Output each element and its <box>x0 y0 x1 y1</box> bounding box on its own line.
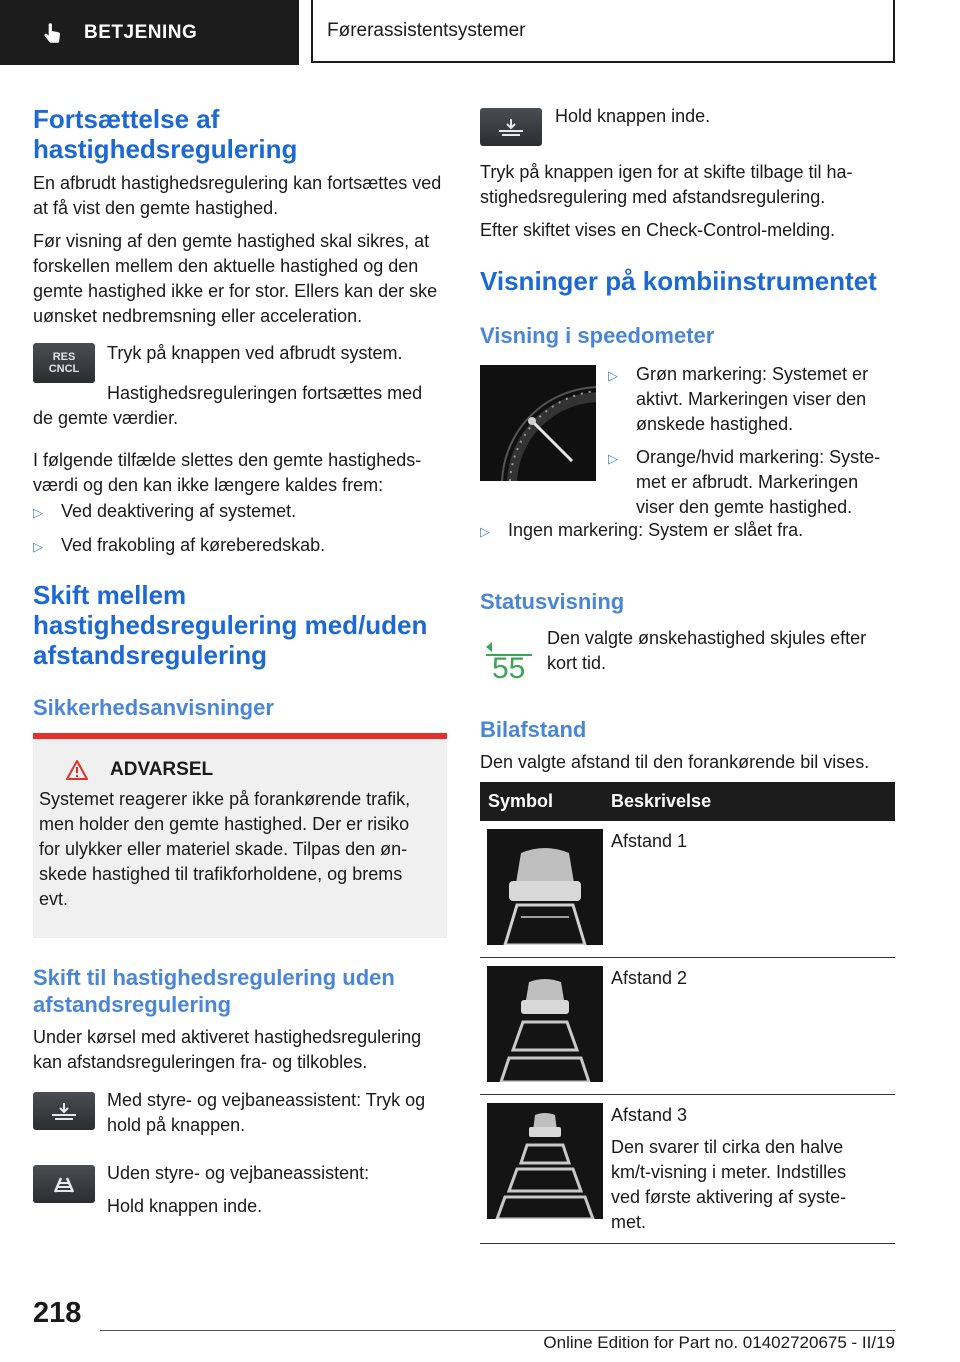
triangle-bullet-icon: ▷ <box>480 524 490 539</box>
row-title: Afstand 2 <box>611 968 688 988</box>
hand-icon <box>40 20 66 46</box>
table-row <box>480 821 895 958</box>
paragraph: Efter skiftet vises en Check-Control-melding. <box>480 220 836 240</box>
paragraph: Tryk på knappen igen for at skifte tilbage til hastighedsregulering med afstandsregulering. <box>480 162 853 207</box>
list-item: ▷ Ved frakobling af køreberedskab. <box>33 533 447 559</box>
heading-instrument-display: Visninger på kombiinstrumentet <box>480 266 877 296</box>
column-header-symbol: Symbol <box>488 791 554 811</box>
row-title: Afstand 1 <box>611 831 688 851</box>
distance-2-icon <box>487 966 603 1082</box>
paragraph-1: En afbrudt hastighedsregulering kan fortsættes ved at få vist den gemte hastighed. <box>33 173 442 218</box>
res-result: Hastighedsreguleringen fortsættes med de gemte værdier. <box>33 383 423 428</box>
distance-1-icon <box>487 829 603 945</box>
column-header-description: Beskrivelse <box>611 791 712 811</box>
right-paragraphs <box>480 160 895 243</box>
status-speed-icon <box>480 636 535 686</box>
page-number: 218 <box>33 1297 82 1329</box>
triangle-bullet-icon: ▷ <box>33 539 43 554</box>
button-2-text: Uden styre- og vejbaneassistent: Hold knappen inde. <box>107 1163 370 1216</box>
warning-title: ADVARSEL <box>110 759 214 780</box>
triangle-bullet-icon: ▷ <box>608 451 618 466</box>
table-row <box>480 958 895 1095</box>
footer-edition: Online Edition for Part no. 01402720675 - II/19 <box>543 1333 895 1352</box>
triangle-bullet-icon: ▷ <box>608 368 618 383</box>
hold-button-icon <box>480 108 542 146</box>
paragraph-4: Under kørsel med aktiveret hastighedsregulering kan afstandsreguleringen fra- og tilkobles. <box>33 1027 422 1072</box>
heading-text: Fortsættelse af hastighedsregulering <box>33 104 298 164</box>
heading-safety: Sikkerhedsanvisninger <box>33 695 274 720</box>
warning-text: Systemet reagerer ikke på forankørende trafik, men holder den gemte hastighed. Der er risiko for ulykker eller materiel skade. Tilpas den ønskede hastighed til trafikforholdene, og brems evt. <box>39 789 411 909</box>
distance-button-icon <box>33 1092 95 1130</box>
heading-switch-modes: Skift mellem hastighedsregulering med/uden afstandsregulering <box>33 580 428 670</box>
heading-distance: Bilafstand <box>480 717 587 742</box>
intro-paragraphs <box>33 171 447 329</box>
list-item: ▷ Grøn markering: Systemet er aktivt. Markeringen viser den ønskede hastighed. <box>608 362 895 437</box>
heading-switch-without-distance: Skift til hastighedsregulering uden afstandsregulering <box>33 965 395 1017</box>
row-description: Den svarer til cirka den halve km/t-visning i meter. Indstilles ved første aktivering af systemet. <box>611 1137 847 1232</box>
warning-box <box>33 733 447 938</box>
status-text: Den valgte ønskehastighed skjules efter kort tid. <box>547 628 867 673</box>
table-header <box>480 782 895 821</box>
button-1-text: Med styre- og vejbaneassistent: Tryk og hold på knappen. <box>107 1090 426 1135</box>
delete-cases-list <box>33 491 447 559</box>
hold-button-text: Hold knappen inde. <box>555 106 711 126</box>
paragraph-3: I følgende tilfælde slettes den gemte hastighedsværdi og den kan ikke længere kaldes frem: <box>33 450 422 495</box>
row-title: Afstand 3 <box>611 1105 688 1125</box>
header-section-tab <box>0 0 299 65</box>
distance-button-alt-icon <box>33 1165 95 1203</box>
status-speed-value: 55 <box>492 652 526 685</box>
speedometer-image <box>480 365 596 481</box>
distance-table <box>480 782 895 1244</box>
res-instruction: Tryk på knappen ved afbrudt system. <box>107 343 403 363</box>
triangle-bullet-icon: ▷ <box>33 505 43 520</box>
list-item: ▷ Orange/hvid markering: Systemet er afbrudt. Markeringen viser den gemte hastighed. <box>608 445 895 520</box>
heading-speedometer: Visning i speedometer <box>480 323 715 348</box>
header-chapter-tab <box>311 0 895 63</box>
table-row <box>480 1095 895 1244</box>
paragraph-2: Før visning af den gemte hastighed skal sikres, at forskellen mellem den aktuelle hastighed og den gemte hastighed ikke er for stor. Ellers kan der ske uønsket nedbremsning eller acceleration. <box>33 231 438 326</box>
list-item: ▷ Ved deaktivering af systemet. <box>33 499 447 525</box>
speedometer-list-2 <box>480 518 895 544</box>
distance-paragraph: Den valgte afstand til den forankørende bil vises. <box>480 752 870 772</box>
header-chapter-label: Førerassistentsystemer <box>327 19 526 41</box>
list-item: ▷ Ingen markering: System er slået fra. <box>480 518 895 544</box>
header-section-label: BETJENING <box>84 21 198 43</box>
distance-3-icon <box>487 1103 603 1219</box>
warning-triangle-icon <box>65 759 89 781</box>
heading-continue-cruise <box>33 104 447 164</box>
heading-status: Statusvisning <box>480 589 625 614</box>
speedometer-list <box>608 358 895 520</box>
res-cncl-button-icon: RES CNCL <box>33 343 95 383</box>
